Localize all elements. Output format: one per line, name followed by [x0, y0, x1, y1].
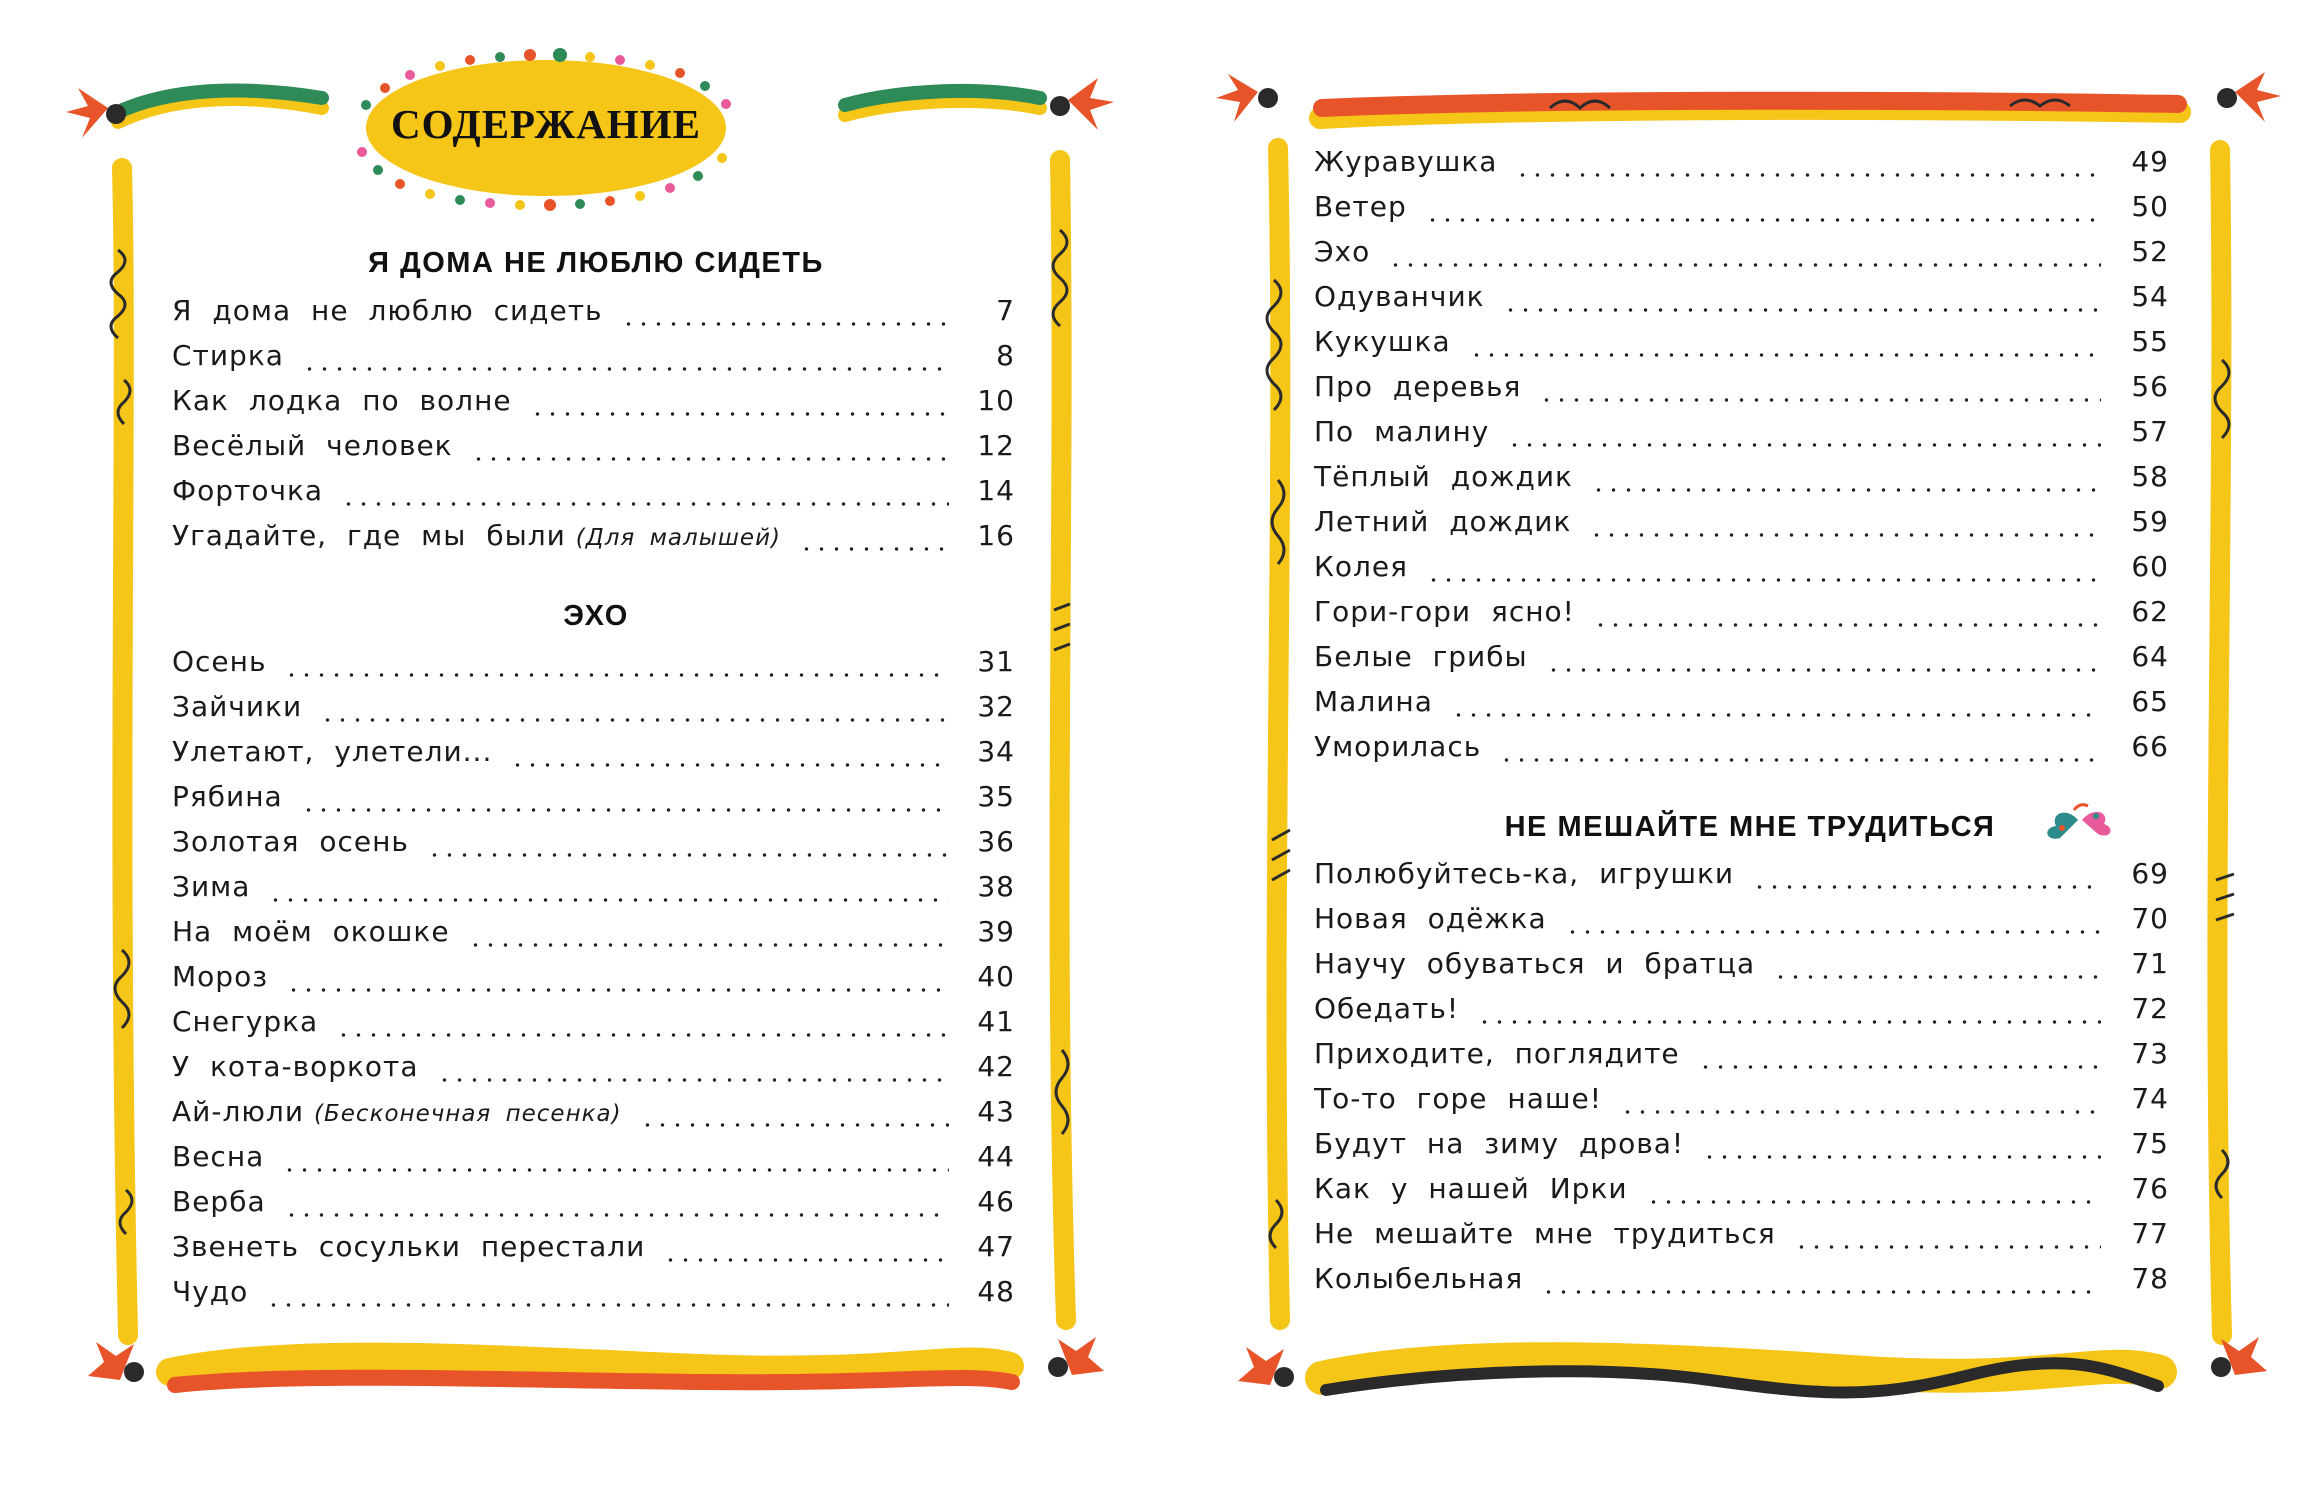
toc-entry-page-number: 41	[977, 1005, 1015, 1038]
toc-entry	[1314, 1262, 2169, 1307]
toc-entry-title: То-то горе наше!	[1314, 1082, 1602, 1115]
toc-entry-note: (Для малышей)	[575, 525, 781, 551]
toc-entry	[172, 519, 1015, 564]
toc-entry-title: Зайчики	[172, 690, 303, 723]
dot-leader	[301, 808, 949, 812]
dot-leader	[621, 322, 949, 326]
toc-entry	[1314, 505, 2169, 550]
dot-leader	[1507, 443, 2101, 447]
toc-entry-page-number: 76	[2131, 1172, 2169, 1205]
dot-leader	[1546, 668, 2101, 672]
toc-entry-page-number: 54	[2131, 280, 2169, 313]
toc-entry-title: Белые грибы	[1314, 640, 1528, 673]
toc-entry	[172, 429, 1015, 474]
toc-entry	[1314, 902, 2169, 947]
toc-entry-page-number: 64	[2131, 640, 2169, 673]
section-heading-home: Я ДОМА НЕ ЛЮБЛЮ СИДЕТЬ	[368, 247, 824, 279]
toc-entry	[172, 1095, 1015, 1140]
section-heading-work: НЕ МЕШАЙТЕ МНЕ ТРУДИТЬСЯ	[1504, 811, 1996, 843]
toc-entry-page-number: 52	[2131, 235, 2169, 268]
dot-leader	[437, 1078, 950, 1082]
toc-entry	[172, 915, 1015, 960]
dot-leader	[640, 1123, 949, 1127]
toc-entry	[1314, 370, 2169, 415]
dot-leader	[282, 1168, 949, 1172]
toc-entry	[1314, 460, 2169, 505]
toc-entry-title: Весёлый человек	[172, 429, 453, 462]
toc-entry-page-number: 35	[977, 780, 1015, 813]
toc-entry-page-number: 47	[977, 1230, 1015, 1263]
toc-entry	[1314, 730, 2169, 775]
toc-entry-title: У кота-воркота	[172, 1050, 419, 1083]
toc-entry	[1314, 235, 2169, 280]
dot-leader	[799, 547, 949, 551]
toc-entry-title: Снегурка	[172, 1005, 319, 1038]
toc-entry-title: Журавушка	[1314, 145, 1498, 178]
toc-entry-page-number: 77	[2131, 1217, 2169, 1250]
toc-entry	[172, 960, 1015, 1005]
toc-entry-page-number: 65	[2131, 685, 2169, 718]
toc-entry-page-number: 66	[2131, 730, 2169, 763]
toc-entry-title: Про деревья	[1314, 370, 1522, 403]
dot-leader	[1591, 488, 2101, 492]
toc-entry-page-number: 49	[2131, 145, 2169, 178]
dot-leader	[302, 367, 949, 371]
dot-leader	[336, 1033, 949, 1037]
toc-entry-page-number: 42	[977, 1050, 1015, 1083]
dot-leader	[320, 718, 949, 722]
toc-entry-title: Угадайте, где мы были	[172, 519, 566, 552]
toc-entry-title: На моём окошке	[172, 915, 450, 948]
toc-entry	[1314, 280, 2169, 325]
toc-entry	[1314, 947, 2169, 992]
toc-entry	[172, 1050, 1015, 1095]
dot-leader	[1698, 1065, 2101, 1069]
toc-entry	[172, 474, 1015, 519]
dot-leader	[530, 412, 949, 416]
toc-entry-title: Гори-гори ясно!	[1314, 595, 1575, 628]
toc-entry-title: Новая одёжка	[1314, 902, 1547, 935]
toc-entry-title: Приходите, поглядите	[1314, 1037, 1680, 1070]
dot-leader	[1593, 623, 2101, 627]
toc-entry-title: Золотая осень	[172, 825, 409, 858]
toc-entry-title: Колея	[1314, 550, 1408, 583]
toc-entry-title: Мороз	[172, 960, 269, 993]
toc-entry-title: Звенеть сосульки перестали	[172, 1230, 646, 1263]
toc-entry	[1314, 325, 2169, 370]
toc-entry-page-number: 75	[2131, 1127, 2169, 1160]
toc-entry-page-number: 48	[977, 1275, 1015, 1308]
dot-leader	[1515, 173, 2101, 177]
toc-entry-page-number: 39	[977, 915, 1015, 948]
left-page	[0, 0, 1150, 1506]
toc-entry	[172, 1275, 1015, 1320]
toc-entry	[1314, 640, 2169, 685]
toc-entry-title: Форточка	[172, 474, 324, 507]
toc-entry-title: Эхо	[1314, 235, 1371, 268]
toc-entry-page-number: 78	[2131, 1262, 2169, 1295]
dot-leader	[1425, 218, 2101, 222]
toc-entry-title: Одуванчик	[1314, 280, 1485, 313]
dot-leader	[1539, 398, 2101, 402]
section-heading-echo: ЭХО	[563, 600, 629, 632]
toc-entry	[172, 384, 1015, 429]
toc-entry-title: Рябина	[172, 780, 283, 813]
toc-entry-page-number: 62	[2131, 595, 2169, 628]
toc-entry	[172, 825, 1015, 870]
toc-entry	[1314, 1082, 2169, 1127]
toc-entry	[172, 1185, 1015, 1230]
dot-leader	[1469, 353, 2101, 357]
toc-entry-title: Полюбуйтесь-ка, игрушки	[1314, 857, 1735, 890]
toc-entry-title: Малина	[1314, 685, 1433, 718]
toc-entry	[1314, 595, 2169, 640]
dot-leader	[471, 457, 949, 461]
toc-entry	[1314, 857, 2169, 902]
toc-entry	[1314, 1127, 2169, 1172]
toc-entry-title: Колыбельная	[1314, 1262, 1524, 1295]
dot-leader	[1565, 930, 2101, 934]
toc-entry-title: Обедать!	[1314, 992, 1460, 1025]
toc-entry	[172, 339, 1015, 384]
butterfly-icon	[2047, 805, 2110, 839]
dot-leader	[341, 502, 949, 506]
toc-entry-title: Зима	[172, 870, 251, 903]
toc-entry-page-number: 12	[977, 429, 1015, 462]
dot-leader	[1388, 263, 2101, 267]
toc-entry-page-number: 55	[2131, 325, 2169, 358]
toc-title: СОДЕРЖАНИЕ	[391, 101, 701, 147]
toc-entry	[172, 780, 1015, 825]
dot-leader	[1589, 533, 2101, 537]
toc-entry-page-number: 10	[977, 384, 1015, 417]
toc-entry-title: Уморилась	[1314, 730, 1482, 763]
dot-leader	[1702, 1155, 2101, 1159]
toc-entry-title: Будут на зиму дрова!	[1314, 1127, 1685, 1160]
toc-entry-title: Не мешайте мне трудиться	[1314, 1217, 1776, 1250]
dot-leader	[1541, 1290, 2101, 1294]
toc-entry	[1314, 685, 2169, 730]
toc-list-home	[172, 294, 1015, 564]
toc-entry	[172, 1230, 1015, 1275]
dot-leader	[284, 1213, 949, 1217]
toc-entry-note: (Бесконечная песенка)	[314, 1101, 622, 1127]
toc-list-work	[1314, 857, 2169, 1307]
toc-entry-page-number: 57	[2131, 415, 2169, 448]
toc-entry-title: Весна	[172, 1140, 265, 1173]
toc-entry	[172, 645, 1015, 690]
toc-entry	[1314, 1037, 2169, 1082]
dot-leader	[1503, 308, 2101, 312]
toc-entry-title: Верба	[172, 1185, 266, 1218]
toc-entry-title: Кукушка	[1314, 325, 1451, 358]
toc-entry-page-number: 44	[977, 1140, 1015, 1173]
toc-entry-title: Ай-люли	[172, 1095, 305, 1128]
toc-entry-page-number: 38	[977, 870, 1015, 903]
toc-entry-page-number: 34	[977, 735, 1015, 768]
toc-entry-title: Как лодка по волне	[172, 384, 512, 417]
toc-entry	[1314, 415, 2169, 460]
toc-entry	[1314, 1217, 2169, 1262]
toc-entry-page-number: 40	[977, 960, 1015, 993]
dot-leader	[427, 853, 949, 857]
toc-entry-page-number: 8	[996, 339, 1015, 372]
dot-leader	[284, 673, 949, 677]
toc-entry	[172, 1140, 1015, 1185]
dot-leader	[1794, 1245, 2101, 1249]
dot-leader	[1620, 1110, 2101, 1114]
toc-entry	[172, 294, 1015, 339]
toc-entry-title: Стирка	[172, 339, 284, 372]
dot-leader	[1773, 975, 2101, 979]
toc-entry-page-number: 50	[2131, 190, 2169, 223]
toc-entry	[1314, 550, 2169, 595]
dot-leader	[468, 943, 949, 947]
toc-entry-page-number: 56	[2131, 370, 2169, 403]
toc-entry-page-number: 73	[2131, 1037, 2169, 1070]
toc-entry	[1314, 992, 2169, 1037]
toc-entry-page-number: 58	[2131, 460, 2169, 493]
dot-leader	[268, 898, 949, 902]
toc-entry-title: Чудо	[172, 1275, 249, 1308]
toc-entry-page-number: 7	[996, 294, 1015, 327]
toc-entry-page-number: 31	[977, 645, 1015, 678]
toc-entry-page-number: 32	[977, 690, 1015, 723]
dot-leader	[1499, 758, 2101, 762]
dot-leader	[266, 1303, 949, 1307]
toc-entry-page-number: 16	[977, 519, 1015, 552]
toc-entry-page-number: 36	[977, 825, 1015, 858]
toc-entry-page-number: 46	[977, 1185, 1015, 1218]
toc-entry-title: Я дома не люблю сидеть	[172, 294, 603, 327]
dot-leader	[1752, 885, 2101, 889]
toc-entry-title: Улетают, улетели...	[172, 735, 493, 768]
right-page	[1150, 0, 2315, 1506]
toc-entry	[172, 870, 1015, 915]
toc-list-echo	[172, 645, 1015, 1320]
toc-entry	[1314, 190, 2169, 235]
toc-entry-page-number: 69	[2131, 857, 2169, 890]
toc-entry-page-number: 72	[2131, 992, 2169, 1025]
toc-entry	[172, 1005, 1015, 1050]
dot-leader	[1451, 713, 2101, 717]
toc-entry-page-number: 43	[977, 1095, 1015, 1128]
dot-leader	[1477, 1020, 2101, 1024]
dot-leader	[510, 763, 949, 767]
toc-entry	[1314, 1172, 2169, 1217]
dot-leader	[663, 1258, 949, 1262]
toc-entry-page-number: 71	[2131, 947, 2169, 980]
toc-entry-page-number: 14	[977, 474, 1015, 507]
toc-entry	[172, 735, 1015, 780]
toc-list-continued	[1314, 145, 2169, 775]
toc-entry	[1314, 145, 2169, 190]
toc-entry-page-number: 70	[2131, 902, 2169, 935]
toc-entry-title: Научу обуваться и братца	[1314, 947, 1756, 980]
dot-leader	[1646, 1200, 2101, 1204]
toc-entry-title: Летний дождик	[1314, 505, 1572, 538]
toc-entry-title: Ветер	[1314, 190, 1407, 223]
toc-entry-title: Тёплый дождик	[1314, 460, 1573, 493]
toc-entry-page-number: 60	[2131, 550, 2169, 583]
toc-entry-title: По малину	[1314, 415, 1490, 448]
toc-entry-title: Как у нашей Ирки	[1314, 1172, 1628, 1205]
dot-leader	[1426, 578, 2101, 582]
dot-leader	[286, 988, 949, 992]
toc-entry-page-number: 59	[2131, 505, 2169, 538]
toc-entry-title: Осень	[172, 645, 267, 678]
toc-entry	[172, 690, 1015, 735]
toc-entry-page-number: 74	[2131, 1082, 2169, 1115]
